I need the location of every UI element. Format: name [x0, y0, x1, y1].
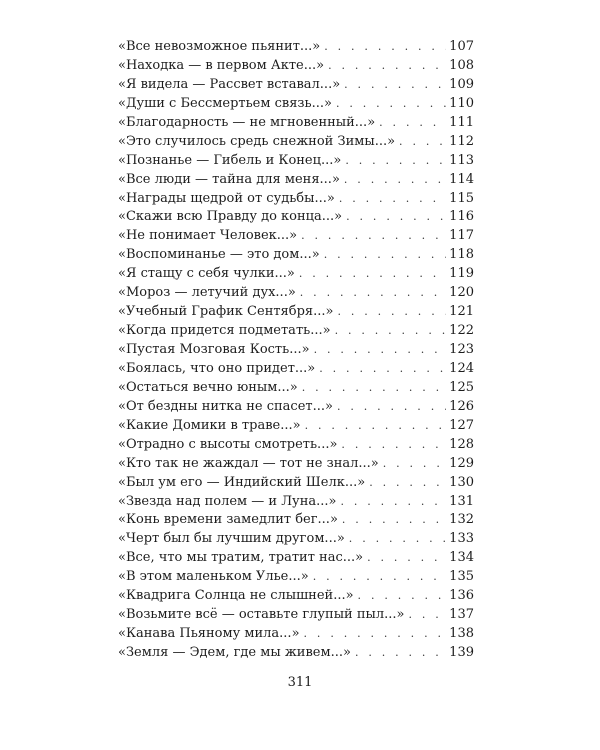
toc-entry-page: 120 — [449, 285, 474, 301]
toc-entry — [118, 265, 474, 284]
toc-entry-title: «От бездны нитка не спасет...» — [118, 398, 333, 414]
toc-entry — [118, 246, 474, 265]
toc-entry-page: 117 — [449, 228, 474, 244]
dot-leader — [399, 133, 446, 152]
toc-entry-title: «Учебный График Сентября...» — [118, 304, 334, 320]
dot-leader — [408, 606, 446, 625]
dot-leader — [319, 360, 446, 379]
toc-entry — [118, 493, 474, 512]
toc-entry-page: 135 — [449, 569, 474, 585]
toc-entry-title: «Все невозможное пьянит...» — [118, 39, 321, 54]
toc-entry — [118, 303, 474, 322]
dot-leader — [336, 95, 446, 114]
toc-entry-title: «Кто так не жаждал — тот не знал...» — [118, 455, 379, 471]
dot-leader — [305, 417, 446, 436]
toc-entry-title: «Когда придется подметать...» — [118, 323, 331, 339]
toc-entry — [118, 95, 474, 114]
toc-entry-title: «Это случилось средь снежной Зимы...» — [118, 133, 396, 149]
dot-leader — [324, 246, 446, 265]
toc-entry-page: 116 — [449, 209, 474, 225]
toc-entry-page: 127 — [449, 417, 474, 433]
dot-leader — [340, 493, 446, 512]
dot-leader — [299, 265, 446, 284]
toc-entry-page: 136 — [449, 588, 474, 604]
toc-entry-title: «Конь времени замедлит бег...» — [118, 512, 338, 528]
toc-entry — [118, 587, 474, 606]
toc-entry-title: «Остаться вечно юным...» — [118, 379, 298, 395]
toc-entry — [118, 398, 474, 417]
toc-entry-page: 132 — [449, 512, 474, 528]
toc-entry-title: «Земля — Эдем, где мы живем...» — [118, 645, 351, 660]
toc-entry — [118, 360, 474, 379]
toc-entry-title: «Находка — в первом Акте...» — [118, 57, 325, 73]
dot-leader — [344, 171, 446, 190]
toc-entry — [118, 379, 474, 398]
dot-leader — [302, 379, 446, 398]
toc-entry-page: 121 — [449, 304, 474, 320]
toc-entry-page: 107 — [449, 39, 474, 54]
toc-entry — [118, 38, 474, 57]
dot-leader — [301, 227, 446, 246]
toc-entry-title: «Квадрига Солнца не слышней...» — [118, 588, 354, 604]
dot-leader — [355, 644, 446, 663]
dot-leader — [349, 530, 446, 549]
dot-leader — [313, 568, 446, 587]
toc-entry-title: «Был ум его — Индийский Шелк...» — [118, 474, 366, 490]
dot-leader — [379, 114, 446, 133]
toc-entry-page: 139 — [449, 645, 474, 660]
page-number: 311 — [287, 675, 313, 690]
toc-entry-page: 110 — [449, 95, 474, 111]
toc-entry — [118, 474, 474, 493]
toc-entry — [118, 152, 474, 171]
dot-leader — [304, 625, 446, 644]
dot-leader — [369, 474, 446, 493]
dot-leader — [346, 208, 446, 227]
toc-entry-page: 124 — [449, 360, 474, 376]
toc-entry-page: 128 — [449, 436, 474, 452]
dot-leader — [358, 587, 446, 606]
toc-entry-page: 123 — [449, 342, 474, 357]
toc-entry — [118, 208, 474, 227]
toc-entry-page: 109 — [449, 76, 474, 92]
toc-entry-title: «Все, что мы тратим, тратит нас...» — [118, 550, 364, 566]
dot-leader — [314, 341, 446, 360]
toc-entry-title: «Пустая Мозговая Кость...» — [118, 342, 310, 357]
toc-entry — [118, 606, 474, 625]
toc-entry-page: 130 — [449, 474, 474, 490]
toc-entry-page: 122 — [449, 323, 474, 339]
toc-entry-page: 138 — [449, 626, 474, 642]
toc-entry-title: «Души с Бессмертьем связь...» — [118, 95, 332, 111]
toc-entry-page: 129 — [449, 455, 474, 471]
dot-leader — [383, 455, 446, 474]
toc-entry — [118, 436, 474, 455]
toc-entry-page: 114 — [449, 171, 474, 187]
toc-entry-page: 112 — [449, 133, 474, 149]
toc-entry-page: 119 — [449, 266, 474, 282]
toc-entry-page: 131 — [449, 493, 474, 509]
toc-entry-page: 134 — [449, 550, 474, 566]
toc-entry — [118, 190, 474, 209]
dot-leader — [337, 398, 446, 417]
toc-entry-title: «Не понимает Человек...» — [118, 228, 298, 244]
toc-entry-title: «Я стащу с себя чулки...» — [118, 266, 295, 282]
dot-leader — [339, 190, 446, 209]
toc-entry-title: «Все люди — тайна для меня...» — [118, 171, 340, 187]
toc-entry-page: 133 — [449, 531, 474, 547]
toc-entry-title: «Благодарность — не мгновенный...» — [118, 114, 376, 130]
toc-entry-title: «В этом маленьком Улье...» — [118, 569, 309, 585]
dot-leader — [367, 549, 446, 568]
toc-entry — [118, 133, 474, 152]
toc-entry-page: 118 — [449, 247, 474, 263]
toc-entry — [118, 322, 474, 341]
toc-entry — [118, 511, 474, 530]
toc-entry-title: «Мороз — летучий дух...» — [118, 285, 296, 301]
toc-entry-title: «Отрадно с высоты смотреть...» — [118, 436, 338, 452]
toc-entry-page: 137 — [449, 607, 474, 623]
toc-entry-title: «Награды щедрой от судьбы...» — [118, 190, 335, 206]
toc-entry-title: «Черт был бы лучшим другом...» — [118, 531, 345, 547]
toc-entry — [118, 530, 474, 549]
toc-entry — [118, 644, 474, 663]
toc-entry-title: «Я видела — Рассвет вставал...» — [118, 76, 341, 92]
toc-entry — [118, 171, 474, 190]
dot-leader — [328, 57, 446, 76]
toc-entry — [118, 114, 474, 133]
toc-entry-title: «Возьмите всё — оставьте глупый пыл...» — [118, 607, 405, 623]
dot-leader — [341, 436, 446, 455]
toc-entry — [118, 227, 474, 246]
toc-entry-page: 126 — [449, 398, 474, 414]
toc-entry — [118, 57, 474, 76]
toc-entry-title: «Какие Домики в траве...» — [118, 417, 301, 433]
toc-entry-title: «Канава Пьяному мила...» — [118, 626, 300, 642]
dot-leader — [344, 76, 446, 95]
toc-entry-title: «Боялась, что оно придет...» — [118, 360, 316, 376]
dot-leader — [335, 322, 446, 341]
toc-entry-page: 108 — [449, 57, 474, 73]
toc-entry-title: «Познанье — Гибель и Конец...» — [118, 152, 342, 168]
dot-leader — [324, 38, 446, 57]
dot-leader — [300, 284, 446, 303]
table-of-contents — [118, 38, 474, 663]
toc-entry-title: «Звезда над полем — и Луна...» — [118, 493, 337, 509]
toc-entry-page: 113 — [449, 152, 474, 168]
dot-leader — [337, 303, 446, 322]
toc-entry — [118, 417, 474, 436]
toc-entry — [118, 76, 474, 95]
toc-entry — [118, 625, 474, 644]
dot-leader — [342, 511, 446, 530]
toc-entry — [118, 284, 474, 303]
toc-entry — [118, 549, 474, 568]
toc-entry-page: 125 — [449, 379, 474, 395]
dot-leader — [345, 152, 446, 171]
toc-entry — [118, 568, 474, 587]
toc-entry-page: 115 — [449, 190, 474, 206]
toc-entry — [118, 341, 474, 360]
toc-entry-page: 111 — [449, 114, 474, 130]
toc-entry-title: «Воспоминанье — это дом...» — [118, 247, 320, 263]
toc-entry — [118, 455, 474, 474]
toc-entry-title: «Скажи всю Правду до конца...» — [118, 209, 343, 225]
